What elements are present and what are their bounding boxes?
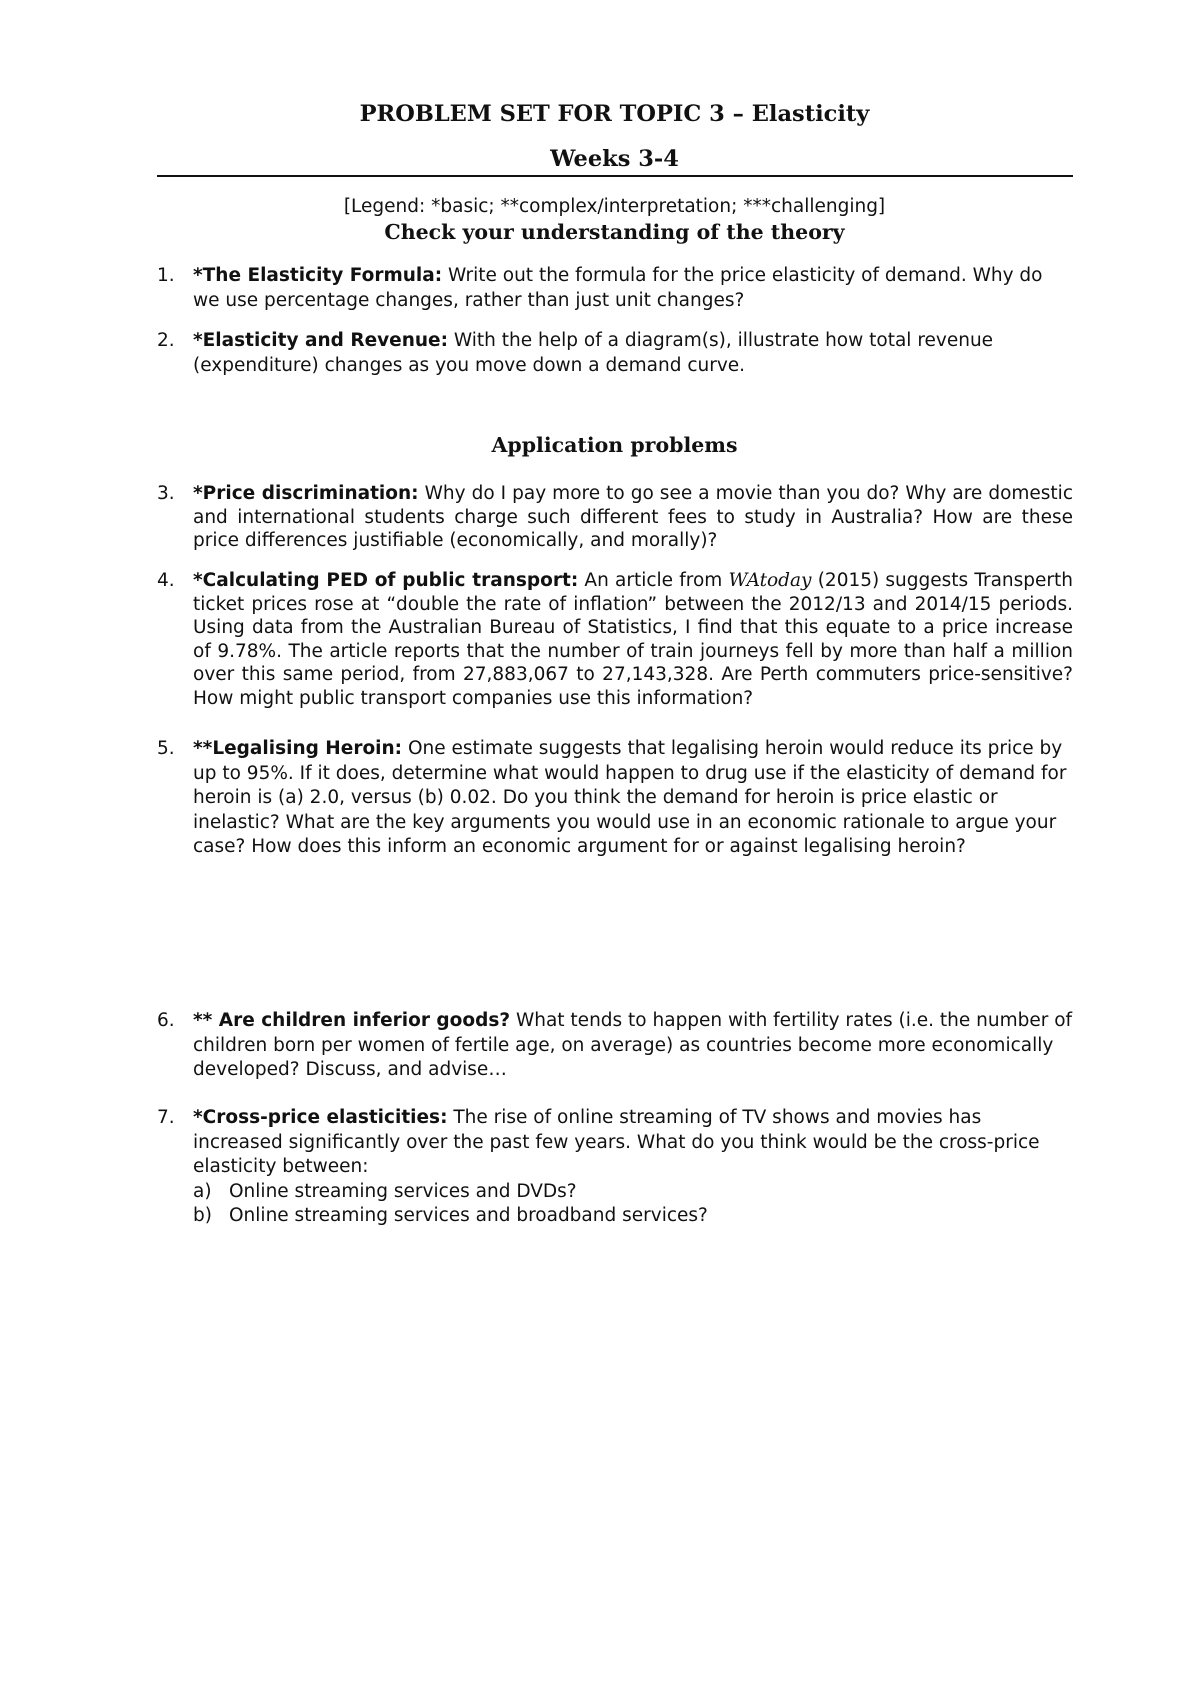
source-name: WAtoday bbox=[728, 570, 812, 591]
question-6 bbox=[157, 1009, 1077, 1083]
difficulty-legend: [Legend: *basic; **complex/interpretation; ***challenging] bbox=[343, 196, 886, 217]
question-title: **Legalising Heroin: bbox=[193, 738, 403, 759]
sub-question-text: Online streaming services and DVDs? bbox=[229, 1180, 577, 1202]
question-title: *Elasticity and Revenue: bbox=[193, 330, 449, 351]
question-title: ** Are children inferior goods? bbox=[193, 1010, 511, 1031]
question-title: *Calculating PED of public transport: bbox=[193, 570, 579, 591]
question-text: With the help of a diagram(s), illustrate how total revenue (expenditure) changes as you move down a demand curve. bbox=[193, 330, 994, 376]
question-title: *The Elasticity Formula: bbox=[193, 265, 443, 286]
question-3 bbox=[157, 482, 1077, 553]
question-7 bbox=[157, 1106, 1077, 1229]
sub-question-list bbox=[193, 1180, 1073, 1229]
question-title: *Price discrimination: bbox=[193, 483, 419, 504]
question-text: Why do I pay more to go see a movie than you do? Why are domestic and international students charge such different fees to study in Australia? How are these price differences justifiable (economically, and morally)? bbox=[193, 483, 1073, 551]
sub-question-letter: b) bbox=[193, 1205, 212, 1226]
page-subtitle: Weeks 3-4 bbox=[550, 146, 679, 172]
question-2 bbox=[157, 329, 1077, 378]
question-number: 3. bbox=[157, 483, 175, 504]
question-1 bbox=[157, 264, 1077, 313]
question-5 bbox=[157, 737, 1077, 860]
question-number: 4. bbox=[157, 570, 175, 591]
sub-question-b bbox=[193, 1204, 1073, 1229]
question-text-after: (2015) suggests Transperth ticket prices rose at “double the rate of inflation” between the 2012/13 and 2014/15 periods. Using data from the Australian Bureau of Statistics, I find that this equate to a price increase of 9.78%. The article reports that the number of train journeys fell by more than half a million over this same period, from 27,883,067 to 27,143,328. Are Perth commuters price-sensitive? How might public transport companies use this information? bbox=[193, 570, 1073, 709]
question-text: One estimate suggests that legalising heroin would reduce its price by up to 95%. If it does, determine what would happen to drug use if the elasticity of demand for heroin is (a) 2.0, versus (b) 0.02. Do you think the demand for heroin is price elastic or inelastic? What are the key arguments you would use in an economic rationale to argue your case? How does this inform an economic argument for or against legalising heroin? bbox=[193, 738, 1067, 857]
section-heading-application: Application problems bbox=[491, 433, 738, 457]
question-title: *Cross-price elasticities: bbox=[193, 1107, 448, 1128]
question-text: Write out the formula for the price elasticity of demand. Why do we use percentage changes, rather than just unit changes? bbox=[193, 265, 1043, 311]
question-text: The rise of online streaming of TV shows and movies has increased significantly over the past few years. What do you think would be the cross-price elasticity between: bbox=[193, 1107, 1040, 1177]
page-title: PROBLEM SET FOR TOPIC 3 – Elasticity bbox=[359, 101, 870, 127]
question-4 bbox=[157, 569, 1077, 710]
question-text: What tends to happen with fertility rates (i.e. the number of children born per women of fertile age, on average) as countries become more economically developed? Discuss, and advise… bbox=[193, 1010, 1073, 1080]
question-number: 7. bbox=[157, 1107, 175, 1128]
question-number: 6. bbox=[157, 1010, 175, 1031]
sub-question-a bbox=[193, 1180, 1073, 1205]
question-number: 5. bbox=[157, 738, 175, 759]
sub-question-text: Online streaming services and broadband services? bbox=[229, 1205, 708, 1226]
question-text-before: An article from bbox=[578, 570, 729, 591]
question-number: 1. bbox=[157, 265, 175, 286]
question-number: 2. bbox=[157, 330, 175, 351]
header-divider bbox=[157, 175, 1073, 177]
section-heading-theory: Check your understanding of the theory bbox=[384, 220, 845, 244]
sub-question-letter: a) bbox=[193, 1180, 212, 1202]
